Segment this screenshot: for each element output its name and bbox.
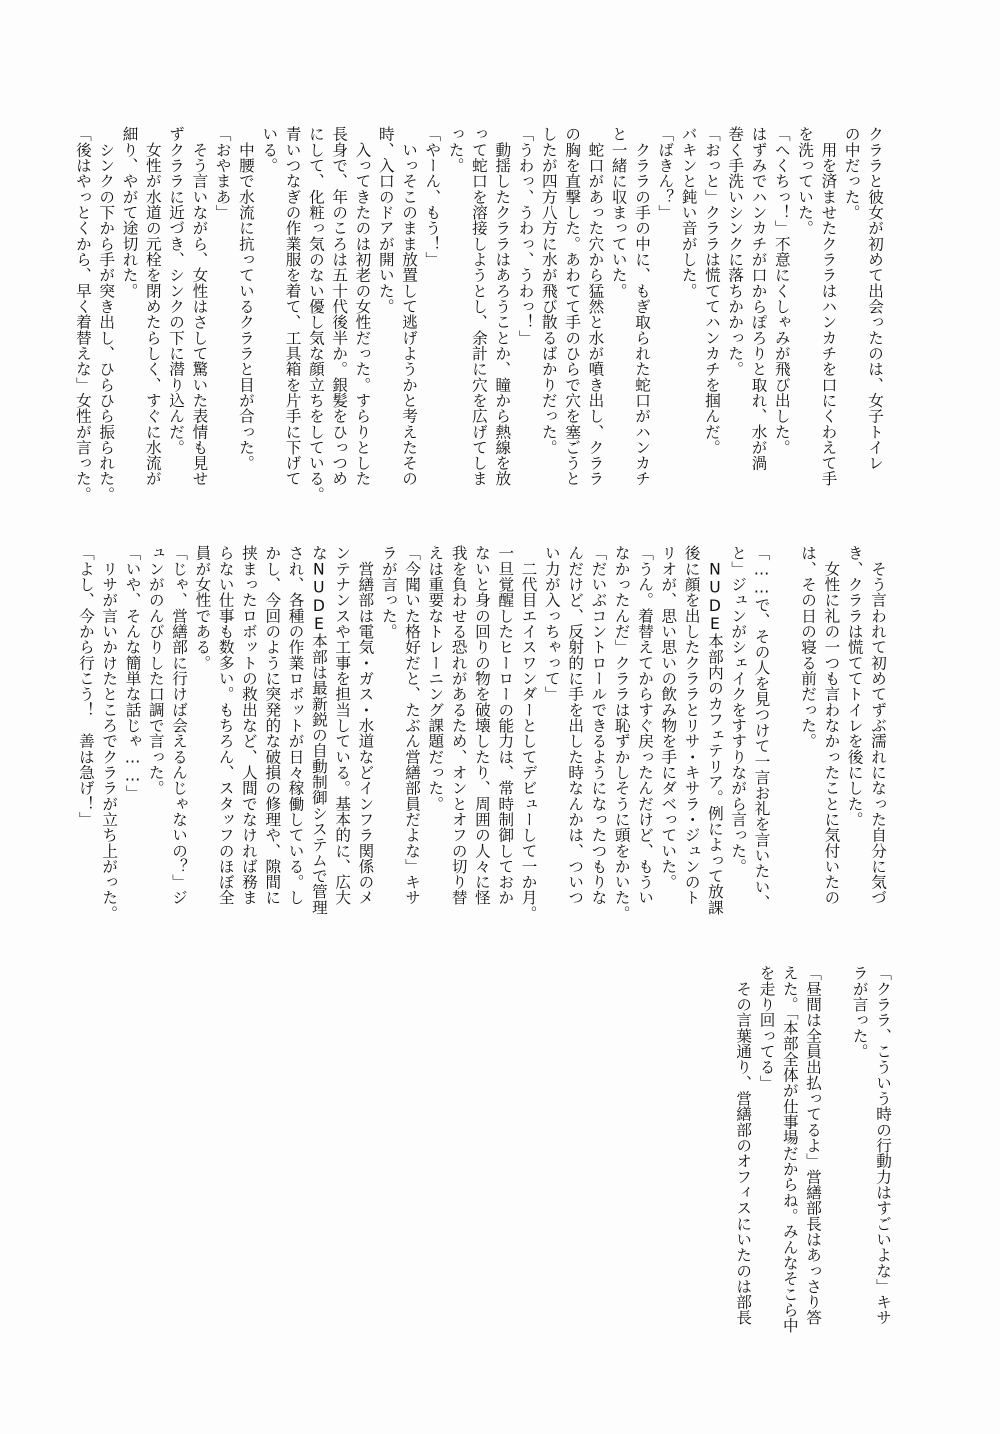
text-column: その言葉通り、営繕部のオフィスにいたのは部長 bbox=[734, 965, 753, 1326]
text-column: そう言われて初めてずぶ濡れになった自分に気づ bbox=[869, 545, 887, 906]
text-column: き、クララは慌ててトイレを後にした。 bbox=[845, 545, 864, 827]
text-column: 員が女性である。 bbox=[193, 545, 212, 671]
text-column: 後に顔を出したクララとリサ・キサラ・ジュンのト bbox=[682, 545, 701, 906]
text-column: はずみでハンカチが口からぽろりと取れ、水が渦 bbox=[749, 126, 768, 471]
text-column: 「ばきん？」 bbox=[656, 126, 675, 220]
text-column bbox=[773, 545, 796, 937]
text-column: クララと彼女が初めて出会ったのは、女子トイレ bbox=[866, 126, 884, 471]
text-column: 「クララ、こういう時の行動力はすごいよな」キサ bbox=[874, 965, 892, 1326]
text-column: 二代目エイスワンダーとしてデビューして一か月。 bbox=[519, 545, 538, 921]
text-column: 用を済ませたクララはハンカチを口にくわえて手 bbox=[819, 126, 838, 487]
text-column: ないと身の回りの物を破壊したり、周囲の人々に怪 bbox=[472, 545, 491, 906]
text-column: った。 bbox=[446, 126, 465, 173]
text-column: を洗っていた。 bbox=[796, 126, 815, 236]
text-column: ラが言った。 bbox=[379, 545, 398, 639]
text-column: 我を負わせる恐れがあるため、オンとオフの切り替 bbox=[449, 545, 468, 906]
text-column: なNUDE本部は最新鋭の自動制御システムで管理 bbox=[309, 545, 328, 915]
text-column: 「昼間は全員出払ってるよ」営繕部長はあっさり答 bbox=[804, 965, 823, 1326]
text-column: 時、入口のドアが開いた。 bbox=[376, 126, 395, 314]
text-block-lower bbox=[682, 965, 894, 1357]
text-column: なかったんだ」クララは恥ずかしそうに頭をかいた。 bbox=[612, 545, 631, 921]
text-column: ずクララに近づき、シンクの下に潜り込んだ。 bbox=[167, 126, 186, 455]
text-column: 「うん。着替えてからすぐ戻ったんだけど、もうい bbox=[636, 545, 655, 906]
text-column: 細り、やがて途切れた。 bbox=[120, 126, 139, 299]
text-column: 青いつなぎの作業服を着て、工具箱を片手に下げて bbox=[283, 126, 302, 487]
text-column: 挟まったロボットの救出など、人間でなければ務ま bbox=[239, 545, 258, 906]
text-column: 「よし、今から行こう！ 善は急げ！」 bbox=[76, 545, 95, 827]
text-column bbox=[824, 965, 847, 1357]
text-column: と一緒に収まっていた。 bbox=[609, 126, 628, 299]
text-column: 「うわっ、うわっ、うわっ！」 bbox=[516, 126, 535, 346]
text-column: 女性に礼の一つも言わなかったことに気付いたの bbox=[822, 545, 841, 906]
text-column: 巻く手洗いシンクに落ちかかった。 bbox=[726, 126, 745, 377]
text-column: って蛇口を溶接しようとし、余計に穴を広げてしま bbox=[469, 126, 488, 487]
text-column: NUDE本部内のカフェテリア。例によって放課 bbox=[705, 545, 724, 915]
text-column: 「今聞いた格好だと、たぶん営繕部員だよな」キサ bbox=[403, 545, 422, 906]
text-column: 長身で、年のころは五十代後半か。銀髪をひっつめ bbox=[330, 126, 349, 487]
text-column: 入ってきたのは初老の女性だった。すらりとした bbox=[353, 126, 372, 487]
text-column: いる。 bbox=[260, 126, 279, 173]
text-column: ュンがのんびりした口調で言った。 bbox=[146, 545, 165, 796]
text-column: リサが言いかけたところでクララが立ち上がった。 bbox=[100, 545, 119, 921]
text-column: と」ジュンがシェイクをすすりながら言った。 bbox=[729, 545, 748, 874]
text-column: ンテナンスや工事を担当している。基本的に、広大 bbox=[333, 545, 352, 906]
text-column: の胸を直撃した。あわてて手のひらで穴を塞ごうと bbox=[563, 126, 582, 487]
text-column: らない仕事も数多い。もちろん、スタッフのほぼ全 bbox=[216, 545, 235, 906]
text-column: 営繕部は電気・ガス・水道などインフラ関係のメ bbox=[356, 545, 375, 906]
text-column: い力が入っちゃって」 bbox=[542, 545, 561, 702]
text-column: の中だった。 bbox=[842, 126, 861, 220]
text-column: バキンと鈍い音がした。 bbox=[679, 126, 698, 299]
text-column: かし、今回のように突発的な破損の修理や、隙間に bbox=[263, 545, 282, 906]
text-column: 一旦覚醒したヒーローの能力は、常時制御しておか bbox=[496, 545, 515, 906]
text-column: 「じゃ、営繕部に行けば会えるんじゃないの？」ジ bbox=[170, 545, 189, 906]
text-block-upper bbox=[73, 126, 886, 518]
text-column: 「後はやっとくから、早く着替えな」女性が言った。 bbox=[73, 126, 92, 502]
text-column: 「へくちっ！」不意にくしゃみが飛び出した。 bbox=[772, 126, 791, 455]
text-column: 「おっと」クララは慌ててハンカチを掴んだ。 bbox=[702, 126, 721, 455]
text-column: 「やーん、もう！」 bbox=[423, 126, 442, 267]
text-column: んだけど、反射的に手を出した時なんかは、ついつ bbox=[566, 545, 585, 906]
text-column: クララの手の中に、もぎ取られた蛇口がハンカチ bbox=[633, 126, 652, 487]
text-column: そう言いながら、女性はさして驚いた表情も見せ bbox=[190, 126, 209, 487]
text-column: シンクの下から手が突き出し、ひらひら振られた。 bbox=[97, 126, 116, 502]
text-column: したが四方八方に水が飛び散るばかりだった。 bbox=[539, 126, 558, 455]
text-column: えた。「本部全体が仕事場だからね。みんなそこら中 bbox=[780, 965, 799, 1334]
text-block-middle bbox=[76, 545, 889, 937]
text-column: 「だいぶコントロールできるようになったつもりな bbox=[589, 545, 608, 906]
text-column: にして、化粧っ気のない優し気な顔立ちをしている。 bbox=[306, 126, 325, 502]
text-column: され、各種の作業ロボットが日々稼働している。し bbox=[286, 545, 305, 906]
text-column: は、その日の寝る前だった。 bbox=[799, 545, 818, 749]
text-column: を走り回ってる」 bbox=[757, 965, 776, 1091]
text-column: いっそこのまま放置して逃げようかと考えたその bbox=[400, 126, 419, 487]
text-column: 「いや、そんな簡単な話じゃ……」 bbox=[123, 545, 142, 801]
text-column: 蛇口があった穴から猛然と水が噴き出し、クララ bbox=[586, 126, 605, 487]
text-column: 動揺したクララはあろうことか、瞳から熱線を放 bbox=[493, 126, 512, 487]
text-column: 「……で、その人を見つけて一言お礼を言いたい、 bbox=[752, 545, 771, 910]
text-column: 女性が水道の元栓を閉めたらしく、すぐに水流が bbox=[143, 126, 162, 487]
text-column: ラが言った。 bbox=[850, 965, 869, 1059]
text-column: 中腰で水流に抗っているクララと目が合った。 bbox=[236, 126, 255, 471]
text-column: 「おやまあ」 bbox=[213, 126, 232, 220]
text-column: えは重要なトレーニング課題だった。 bbox=[426, 545, 445, 812]
text-column: リオが、思い思いの飲み物を手にダベっていた。 bbox=[659, 545, 678, 890]
